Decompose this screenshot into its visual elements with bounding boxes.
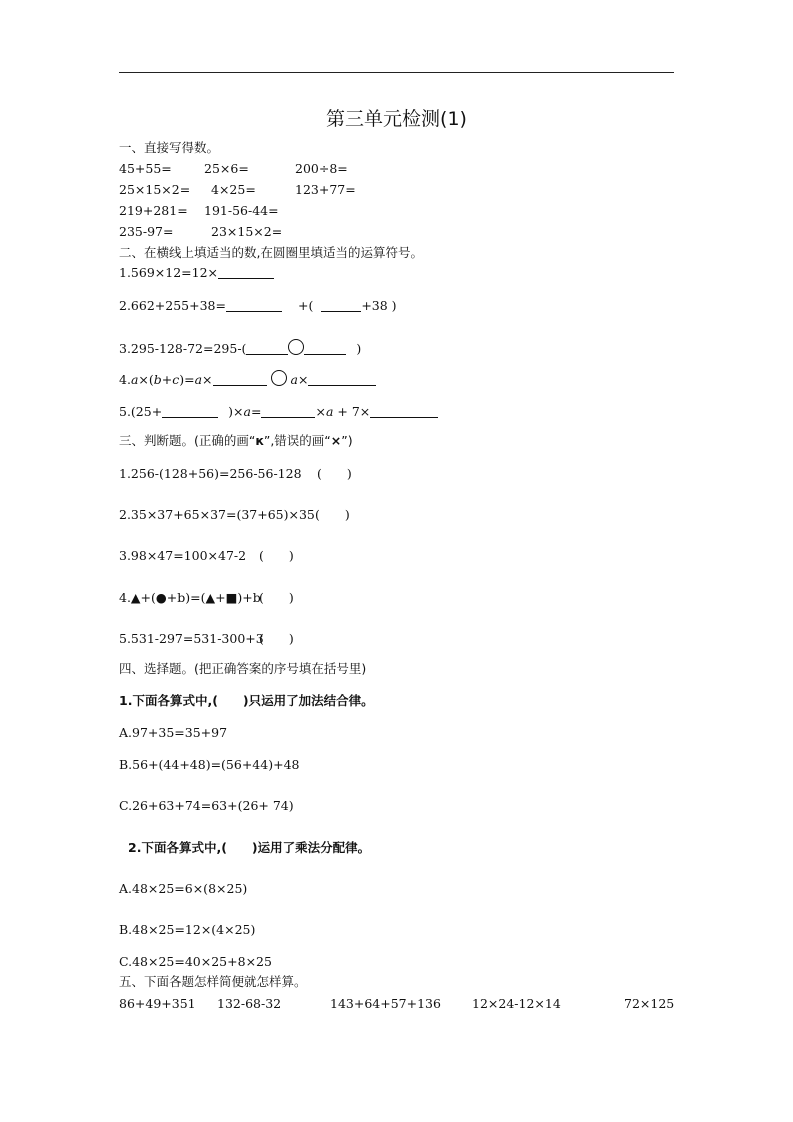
calc-item: 86+49+351 (119, 996, 196, 1011)
calc-item: 143+64+57+136 (330, 996, 441, 1011)
question-text: + 7× (337, 404, 371, 419)
variable-a: a (243, 404, 251, 419)
calc-item: 25×15×2= (119, 182, 191, 197)
calc-item: 4×25= (211, 182, 256, 197)
question-text: +38 ) (361, 298, 397, 313)
judge-item-5 (119, 631, 294, 647)
fill-question-1 (119, 265, 274, 281)
variable-a: a (194, 372, 203, 387)
choice-option-a[interactable]: A.97+35=35+97 (119, 725, 228, 740)
check-mark: к (255, 433, 264, 448)
choice-question-1: 1.下面各算式中,( )只运用了加法结合律。 (119, 693, 374, 708)
calc-item: 12×24-12×14 (472, 996, 561, 1011)
question-text: +( (297, 298, 314, 313)
choice-option-b[interactable]: B.56+(44+48)=(56+44)+48 (119, 757, 300, 772)
answer-blank[interactable] (213, 373, 267, 386)
judge-text: 4.▲+(●+b)=(▲+■)+b (119, 590, 261, 605)
calc-item: 45+55= (119, 161, 172, 176)
fill-question-5 (119, 404, 438, 420)
choice-option-c[interactable]: C.26+63+74=63+(26+ 74) (119, 798, 294, 813)
answer-paren[interactable]: ( ) (317, 466, 352, 481)
variable-a: a (290, 372, 298, 387)
question-text: × (202, 372, 213, 387)
calc-item: 219+281= (119, 203, 188, 218)
section-2-heading: 二、在横线上填适当的数,在圆圈里填适当的运算符号。 (119, 245, 423, 260)
question-text: 5.(25+ (119, 404, 163, 419)
calc-item: 235-97= (119, 224, 174, 239)
choice-option-a[interactable]: A.48×25=6×(8×25) (119, 881, 248, 896)
calc-item: 23×15×2= (211, 224, 283, 239)
answer-blank[interactable] (308, 373, 376, 386)
calc-item: 132-68-32 (217, 996, 282, 1011)
section-1-heading: 一、直接写得数。 (119, 140, 220, 155)
page-title: 第三单元检测(1) (326, 108, 467, 130)
choice-option-b[interactable]: B.48×25=12×(4×25) (119, 922, 256, 937)
judge-item-3 (119, 548, 294, 564)
variable-a: a (325, 404, 334, 419)
answer-blank[interactable] (261, 405, 315, 418)
question-text: 2.662+255+38= (119, 298, 226, 313)
question-text: × (297, 372, 309, 387)
cross-mark: × (330, 433, 342, 448)
calc-item: 123+77= (295, 182, 356, 197)
header-rule (119, 72, 674, 73)
answer-blank[interactable] (218, 266, 274, 279)
answer-blank[interactable] (226, 299, 282, 312)
question-text: )× (228, 404, 244, 419)
question-text: 3.295-128-72=295-( (119, 341, 247, 356)
section-4-heading: 四、选择题。(把正确答案的序号填在括号里) (119, 661, 367, 676)
calc-item: 72×125 (624, 996, 675, 1011)
section-3-heading (119, 433, 353, 449)
judge-item-4 (119, 590, 294, 606)
answer-blank[interactable] (162, 405, 218, 418)
judge-text: 3.98×47=100×47-2 (119, 548, 247, 563)
answer-paren[interactable]: ( ) (259, 631, 294, 646)
answer-blank[interactable] (321, 299, 361, 312)
calc-item: 191-56-44= (204, 203, 279, 218)
answer-blank[interactable] (246, 342, 288, 355)
fill-question-2 (119, 298, 397, 314)
fill-question-4 (119, 370, 376, 388)
choice-option-c[interactable]: C.48×25=40×25+8×25 (119, 954, 272, 969)
judge-text: 1.256-(128+56)=256-56-128 (119, 466, 302, 481)
judge-text: 2.35×37+65×37=(37+65)×35 (119, 507, 315, 522)
judge-text: 5.531-297=531-300+3 (119, 631, 264, 646)
section-5-heading: 五、下面各题怎样简便就怎样算。 (119, 974, 307, 989)
question-text: ) (356, 341, 362, 356)
judge-item-2 (119, 507, 350, 523)
answer-paren[interactable]: ( ) (315, 507, 350, 522)
heading-text: ”,错误的画“ (263, 433, 331, 448)
judge-item-1 (119, 466, 352, 482)
variable-bc: b+c (153, 372, 180, 387)
answer-blank[interactable] (304, 342, 346, 355)
variable-a: a (130, 372, 139, 387)
calc-item: 25×6= (204, 161, 249, 176)
question-text: 4. (119, 372, 131, 387)
heading-text: 三、判断题。(正确的画“ (119, 433, 256, 448)
question-text: )= (179, 372, 195, 387)
heading-text: ”) (341, 433, 353, 448)
choice-question-2: 2.下面各算式中,( )运用了乘法分配律。 (128, 840, 371, 855)
fill-question-3 (119, 339, 361, 357)
operator-circle[interactable] (271, 370, 287, 386)
answer-paren[interactable]: ( ) (259, 590, 294, 605)
answer-paren[interactable]: ( ) (259, 548, 294, 563)
question-text: × (315, 404, 326, 419)
question-text: = (250, 404, 262, 419)
question-text: 1.569×12=12× (119, 265, 219, 280)
calc-item: 200÷8= (295, 161, 348, 176)
operator-circle[interactable] (288, 339, 304, 355)
question-text: ×( (138, 372, 154, 387)
answer-blank[interactable] (370, 405, 438, 418)
